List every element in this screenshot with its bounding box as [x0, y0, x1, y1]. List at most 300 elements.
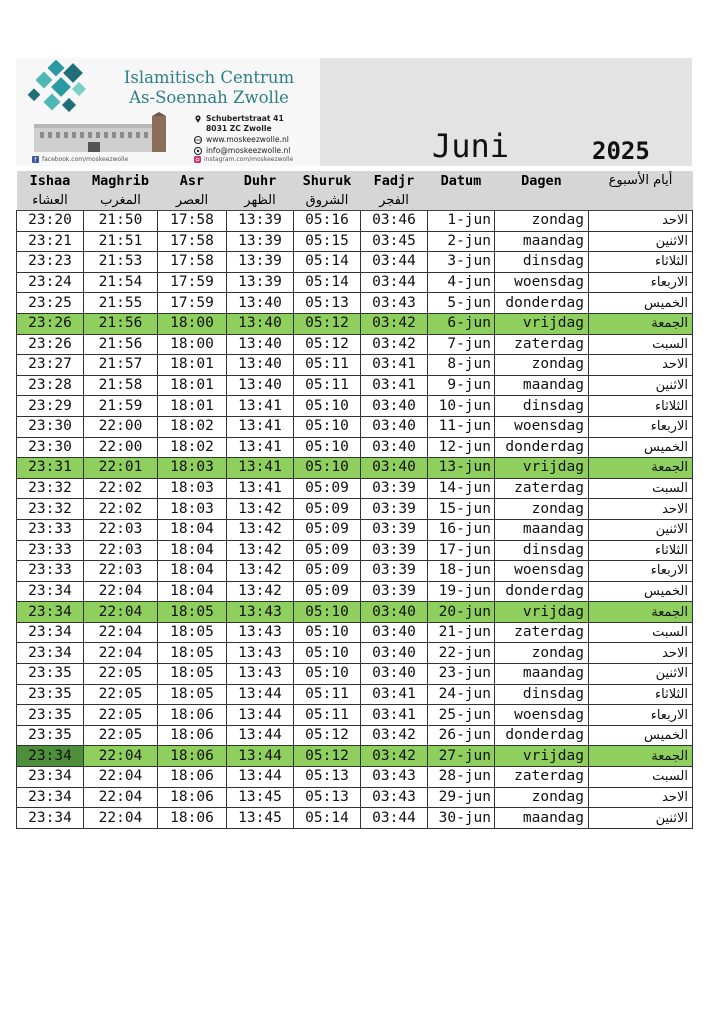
ishaa-cell: 23:23	[17, 252, 84, 273]
day-cell: zaterdag	[495, 334, 589, 355]
ishaa-cell: 23:31	[17, 458, 84, 479]
duhr-cell: 13:45	[227, 808, 294, 829]
ishaa-cell: 23:28	[17, 375, 84, 396]
asr-cell: 18:00	[158, 334, 227, 355]
shuruk-cell: 05:14	[294, 272, 361, 293]
ishaa-cell: 23:24	[17, 272, 84, 293]
fadjr-cell: 03:39	[361, 499, 428, 520]
asr-cell: 18:03	[158, 499, 227, 520]
day-cell: donderdag	[495, 293, 589, 314]
table-row	[17, 355, 693, 376]
shuruk-cell: 05:09	[294, 540, 361, 561]
asr-cell: 18:01	[158, 375, 227, 396]
shuruk-cell: 05:11	[294, 684, 361, 705]
shuruk-cell: 05:12	[294, 746, 361, 767]
day-arabic-cell: الاثنين	[589, 664, 693, 685]
table-row	[17, 231, 693, 252]
shuruk-cell: 05:10	[294, 416, 361, 437]
day-cell: maandag	[495, 375, 589, 396]
ishaa-cell: 23:30	[17, 416, 84, 437]
shuruk-cell: 05:10	[294, 437, 361, 458]
asr-cell: 18:00	[158, 313, 227, 334]
facebook-icon	[32, 156, 39, 163]
shuruk-cell: 05:11	[294, 355, 361, 376]
shuruk-cell: 05:10	[294, 458, 361, 479]
date-cell: 25-jun	[428, 705, 495, 726]
asr-cell: 18:04	[158, 581, 227, 602]
fadjr-cell: 03:40	[361, 602, 428, 623]
asr-cell: 18:06	[158, 705, 227, 726]
date-cell: 2-jun	[428, 231, 495, 252]
day-cell: zaterdag	[495, 767, 589, 788]
date-cell: 29-jun	[428, 787, 495, 808]
fadjr-cell: 03:40	[361, 622, 428, 643]
ishaa-cell: 23:34	[17, 787, 84, 808]
fadjr-cell: 03:40	[361, 664, 428, 685]
shuruk-cell: 05:09	[294, 561, 361, 582]
maghrib-cell: 22:01	[84, 458, 158, 479]
col-duhr-arabic: الظهر	[227, 191, 294, 211]
table-row	[17, 561, 693, 582]
duhr-cell: 13:42	[227, 561, 294, 582]
maghrib-cell: 21:53	[84, 252, 158, 273]
fadjr-cell: 03:40	[361, 437, 428, 458]
day-arabic-cell: الثلاثاء	[589, 684, 693, 705]
col-maghrib-arabic: المغرب	[84, 191, 158, 211]
table-row-friday	[17, 746, 693, 767]
duhr-cell: 13:44	[227, 705, 294, 726]
ishaa-cell: 23:21	[17, 231, 84, 252]
ishaa-cell: 23:33	[17, 519, 84, 540]
fadjr-cell: 03:39	[361, 561, 428, 582]
prayer-times-table	[16, 171, 693, 829]
ishaa-cell: 23:35	[17, 664, 84, 685]
maghrib-cell: 21:51	[84, 231, 158, 252]
fadjr-cell: 03:41	[361, 684, 428, 705]
maghrib-cell: 22:02	[84, 499, 158, 520]
fadjr-cell: 03:40	[361, 458, 428, 479]
date-cell: 19-jun	[428, 581, 495, 602]
duhr-cell: 13:42	[227, 499, 294, 520]
ishaa-cell: 23:33	[17, 561, 84, 582]
shuruk-cell: 05:11	[294, 375, 361, 396]
table-row	[17, 581, 693, 602]
table-row	[17, 519, 693, 540]
table-row	[17, 211, 693, 232]
fadjr-cell: 03:43	[361, 293, 428, 314]
duhr-cell: 13:40	[227, 355, 294, 376]
ishaa-cell: 23:26	[17, 334, 84, 355]
day-arabic-cell: السبت	[589, 622, 693, 643]
date-cell: 14-jun	[428, 478, 495, 499]
shuruk-cell: 05:10	[294, 622, 361, 643]
col-maghrib: Maghrib	[84, 171, 158, 191]
day-cell: zondag	[495, 643, 589, 664]
shuruk-cell: 05:10	[294, 396, 361, 417]
asr-cell: 18:06	[158, 725, 227, 746]
fadjr-cell: 03:44	[361, 808, 428, 829]
duhr-cell: 13:44	[227, 746, 294, 767]
ishaa-cell: 23:34	[17, 643, 84, 664]
date-cell: 7-jun	[428, 334, 495, 355]
instagram-row	[194, 156, 293, 163]
table-row	[17, 334, 693, 355]
day-arabic-cell: الجمعة	[589, 746, 693, 767]
day-cell: dinsdag	[495, 540, 589, 561]
maghrib-cell: 22:03	[84, 519, 158, 540]
day-arabic-cell: الاحد	[589, 787, 693, 808]
ishaa-cell: 23:33	[17, 540, 84, 561]
shuruk-cell: 05:13	[294, 767, 361, 788]
day-cell: donderdag	[495, 437, 589, 458]
day-arabic-cell: الاحد	[589, 643, 693, 664]
duhr-cell: 13:41	[227, 437, 294, 458]
fadjr-cell: 03:42	[361, 313, 428, 334]
table-header-arabic-row	[17, 191, 693, 211]
ishaa-cell: 23:30	[17, 437, 84, 458]
duhr-cell: 13:41	[227, 396, 294, 417]
ishaa-cell: 23:26	[17, 313, 84, 334]
duhr-cell: 13:45	[227, 787, 294, 808]
day-cell: zaterdag	[495, 622, 589, 643]
asr-cell: 17:58	[158, 211, 227, 232]
fadjr-cell: 03:40	[361, 416, 428, 437]
ishaa-cell: 23:32	[17, 478, 84, 499]
day-cell: zondag	[495, 355, 589, 376]
day-arabic-cell: الاحد	[589, 499, 693, 520]
table-row	[17, 622, 693, 643]
website-row	[194, 135, 290, 145]
ishaa-cell: 23:35	[17, 684, 84, 705]
date-cell: 10-jun	[428, 396, 495, 417]
col-weekday-arabic-sub	[589, 191, 693, 211]
date-cell: 4-jun	[428, 272, 495, 293]
maghrib-cell: 22:04	[84, 622, 158, 643]
day-arabic-cell: الجمعة	[589, 458, 693, 479]
shuruk-cell: 05:12	[294, 334, 361, 355]
date-cell: 21-jun	[428, 622, 495, 643]
shuruk-cell: 05:12	[294, 313, 361, 334]
ishaa-cell: 23:34	[17, 602, 84, 623]
day-cell: vrijdag	[495, 313, 589, 334]
shuruk-cell: 05:13	[294, 787, 361, 808]
maghrib-cell: 21:57	[84, 355, 158, 376]
maghrib-cell: 21:59	[84, 396, 158, 417]
table-row	[17, 767, 693, 788]
day-cell: woensdag	[495, 272, 589, 293]
day-arabic-cell: الثلاثاء	[589, 540, 693, 561]
shuruk-cell: 05:16	[294, 211, 361, 232]
day-arabic-cell: الاحد	[589, 211, 693, 232]
maghrib-cell: 21:58	[84, 375, 158, 396]
col-asr: Asr	[158, 171, 227, 191]
shuruk-cell: 05:09	[294, 499, 361, 520]
duhr-cell: 13:42	[227, 519, 294, 540]
table-row	[17, 705, 693, 726]
col-dagen: Dagen	[495, 171, 589, 191]
maghrib-cell: 22:05	[84, 684, 158, 705]
day-cell: dinsdag	[495, 396, 589, 417]
maghrib-cell: 22:05	[84, 664, 158, 685]
address-street: Schubertstraat 41	[206, 114, 284, 123]
website-link[interactable]: www.moskeezwolle.nl	[206, 135, 289, 144]
fadjr-cell: 03:41	[361, 355, 428, 376]
date-cell: 5-jun	[428, 293, 495, 314]
day-arabic-cell: السبت	[589, 334, 693, 355]
duhr-cell: 13:44	[227, 725, 294, 746]
day-arabic-cell: الاثنين	[589, 375, 693, 396]
day-cell: donderdag	[495, 725, 589, 746]
duhr-cell: 13:40	[227, 334, 294, 355]
day-cell: woensdag	[495, 416, 589, 437]
day-arabic-cell: الخميس	[589, 293, 693, 314]
instagram-link[interactable]: instagram.com/moskeezwolle	[204, 156, 294, 163]
duhr-cell: 13:43	[227, 643, 294, 664]
date-cell: 27-jun	[428, 746, 495, 767]
asr-cell: 18:01	[158, 355, 227, 376]
fadjr-cell: 03:40	[361, 396, 428, 417]
maghrib-cell: 22:02	[84, 478, 158, 499]
table-row	[17, 396, 693, 417]
address-city: 8031 ZC Zwolle	[206, 124, 272, 133]
ishaa-cell: 23:34	[17, 622, 84, 643]
fadjr-cell: 03:40	[361, 643, 428, 664]
date-cell: 17-jun	[428, 540, 495, 561]
asr-cell: 17:59	[158, 293, 227, 314]
day-arabic-cell: الخميس	[589, 581, 693, 602]
fadjr-cell: 03:43	[361, 767, 428, 788]
duhr-cell: 13:39	[227, 231, 294, 252]
fadjr-cell: 03:39	[361, 519, 428, 540]
table-row	[17, 787, 693, 808]
day-cell: dinsdag	[495, 684, 589, 705]
asr-cell: 18:05	[158, 602, 227, 623]
table-row	[17, 272, 693, 293]
asr-cell: 18:06	[158, 808, 227, 829]
day-cell: woensdag	[495, 561, 589, 582]
col-fadjr: Fadjr	[361, 171, 428, 191]
day-cell: maandag	[495, 808, 589, 829]
svg-text:f: f	[34, 157, 37, 163]
asr-cell: 18:05	[158, 684, 227, 705]
col-duhr: Duhr	[227, 171, 294, 191]
day-arabic-cell: السبت	[589, 478, 693, 499]
table-row-friday	[17, 313, 693, 334]
day-arabic-cell: الخميس	[589, 725, 693, 746]
maghrib-cell: 22:04	[84, 787, 158, 808]
facebook-row	[32, 156, 128, 163]
table-row	[17, 375, 693, 396]
day-arabic-cell: الاثنين	[589, 808, 693, 829]
ishaa-cell: 23:34	[17, 581, 84, 602]
maghrib-cell: 22:04	[84, 643, 158, 664]
date-cell: 26-jun	[428, 725, 495, 746]
fadjr-cell: 03:43	[361, 787, 428, 808]
fadjr-cell: 03:42	[361, 725, 428, 746]
asr-cell: 18:02	[158, 437, 227, 458]
shuruk-cell: 05:09	[294, 519, 361, 540]
duhr-cell: 13:41	[227, 416, 294, 437]
day-cell: zaterdag	[495, 478, 589, 499]
date-cell: 28-jun	[428, 767, 495, 788]
duhr-cell: 13:39	[227, 211, 294, 232]
duhr-cell: 13:43	[227, 664, 294, 685]
maghrib-cell: 22:05	[84, 725, 158, 746]
date-cell: 15-jun	[428, 499, 495, 520]
fadjr-cell: 03:44	[361, 272, 428, 293]
asr-cell: 17:58	[158, 231, 227, 252]
col-fadjr-arabic: الفجر	[361, 191, 428, 211]
table-header-row	[17, 171, 693, 191]
org-name-line1: Islamitisch Centrum	[123, 68, 295, 87]
maghrib-cell: 21:50	[84, 211, 158, 232]
maghrib-cell: 22:00	[84, 437, 158, 458]
asr-cell: 18:01	[158, 396, 227, 417]
asr-cell: 18:04	[158, 540, 227, 561]
contact-info	[194, 114, 290, 157]
date-cell: 24-jun	[428, 684, 495, 705]
col-shuruk-arabic: الشروق	[294, 191, 361, 211]
table-row	[17, 643, 693, 664]
day-arabic-cell: الاربعاء	[589, 705, 693, 726]
fadjr-cell: 03:41	[361, 375, 428, 396]
ishaa-cell: 23:25	[17, 293, 84, 314]
ishaa-cell: 23:32	[17, 499, 84, 520]
fadjr-cell: 03:44	[361, 252, 428, 273]
asr-cell: 18:03	[158, 458, 227, 479]
col-asr-arabic: العصر	[158, 191, 227, 211]
fadjr-cell: 03:41	[361, 705, 428, 726]
year-title: 2025	[592, 137, 650, 165]
duhr-cell: 13:42	[227, 540, 294, 561]
maghrib-cell: 21:56	[84, 334, 158, 355]
fadjr-cell: 03:42	[361, 746, 428, 767]
mosque-building-icon	[32, 112, 172, 154]
date-cell: 23-jun	[428, 664, 495, 685]
table-row	[17, 664, 693, 685]
day-cell: zondag	[495, 211, 589, 232]
duhr-cell: 13:39	[227, 252, 294, 273]
table-row	[17, 293, 693, 314]
col-dagen-arabic	[495, 191, 589, 211]
asr-cell: 18:06	[158, 787, 227, 808]
date-cell: 3-jun	[428, 252, 495, 273]
date-cell: 12-jun	[428, 437, 495, 458]
fadjr-cell: 03:39	[361, 540, 428, 561]
asr-cell: 18:04	[158, 561, 227, 582]
day-cell: vrijdag	[495, 746, 589, 767]
globe-icon	[194, 136, 202, 144]
duhr-cell: 13:41	[227, 458, 294, 479]
day-arabic-cell: الاثنين	[589, 519, 693, 540]
ishaa-cell: 23:35	[17, 725, 84, 746]
date-cell: 18-jun	[428, 561, 495, 582]
day-cell: maandag	[495, 519, 589, 540]
fadjr-cell: 03:46	[361, 211, 428, 232]
day-arabic-cell: الاحد	[589, 355, 693, 376]
shuruk-cell: 05:10	[294, 602, 361, 623]
maghrib-cell: 21:56	[84, 313, 158, 334]
day-arabic-cell: الخميس	[589, 437, 693, 458]
col-ishaa-arabic: العشاء	[17, 191, 84, 211]
day-arabic-cell: الاربعاء	[589, 416, 693, 437]
duhr-cell: 13:43	[227, 602, 294, 623]
day-cell: donderdag	[495, 581, 589, 602]
org-name-line2: As-Soennah Zwolle	[129, 88, 289, 107]
shuruk-cell: 05:10	[294, 664, 361, 685]
day-cell: zondag	[495, 787, 589, 808]
duhr-cell: 13:40	[227, 313, 294, 334]
shuruk-cell: 05:14	[294, 252, 361, 273]
maghrib-cell: 22:04	[84, 767, 158, 788]
day-cell: zondag	[495, 499, 589, 520]
date-cell: 1-jun	[428, 211, 495, 232]
shuruk-cell: 05:12	[294, 725, 361, 746]
fadjr-cell: 03:39	[361, 581, 428, 602]
maghrib-cell: 22:04	[84, 602, 158, 623]
maghrib-cell: 21:54	[84, 272, 158, 293]
duhr-cell: 13:42	[227, 581, 294, 602]
shuruk-cell: 05:13	[294, 293, 361, 314]
address-row	[194, 114, 290, 134]
asr-cell: 18:02	[158, 416, 227, 437]
date-cell: 6-jun	[428, 313, 495, 334]
fadjr-cell: 03:42	[361, 334, 428, 355]
month-title: Juni	[432, 127, 510, 165]
date-cell: 22-jun	[428, 643, 495, 664]
day-cell: woensdag	[495, 705, 589, 726]
table-row	[17, 478, 693, 499]
shuruk-cell: 05:09	[294, 478, 361, 499]
asr-cell: 17:59	[158, 272, 227, 293]
asr-cell: 17:58	[158, 252, 227, 273]
asr-cell: 18:06	[158, 767, 227, 788]
maghrib-cell: 22:03	[84, 540, 158, 561]
asr-cell: 18:04	[158, 519, 227, 540]
asr-cell: 18:06	[158, 746, 227, 767]
day-arabic-cell: الثلاثاء	[589, 252, 693, 273]
organization-name	[96, 68, 322, 108]
email-row	[194, 146, 290, 156]
table-row-friday	[17, 458, 693, 479]
maghrib-cell: 22:05	[84, 705, 158, 726]
duhr-cell: 13:40	[227, 375, 294, 396]
table-row	[17, 725, 693, 746]
day-arabic-cell: الجمعة	[589, 602, 693, 623]
shuruk-cell: 05:15	[294, 231, 361, 252]
day-arabic-cell: الثلاثاء	[589, 396, 693, 417]
maghrib-cell: 22:04	[84, 808, 158, 829]
ishaa-cell: 23:34	[17, 767, 84, 788]
day-cell: maandag	[495, 231, 589, 252]
table-row	[17, 499, 693, 520]
date-cell: 13-jun	[428, 458, 495, 479]
col-weekday-arabic: أيام الأسبوع	[589, 171, 693, 191]
email-link[interactable]: info@moskeezwolle.nl	[206, 146, 291, 155]
asr-cell: 18:05	[158, 664, 227, 685]
day-arabic-cell: الاربعاء	[589, 272, 693, 293]
col-shuruk: Shuruk	[294, 171, 361, 191]
shuruk-cell: 05:11	[294, 705, 361, 726]
table-row	[17, 684, 693, 705]
maghrib-cell: 22:04	[84, 581, 158, 602]
facebook-link[interactable]: facebook.com/moskeezwolle	[42, 156, 129, 163]
maghrib-cell: 22:03	[84, 561, 158, 582]
ishaa-cell: 23:29	[17, 396, 84, 417]
day-arabic-cell: الجمعة	[589, 313, 693, 334]
duhr-cell: 13:40	[227, 293, 294, 314]
ishaa-cell: 23:35	[17, 705, 84, 726]
